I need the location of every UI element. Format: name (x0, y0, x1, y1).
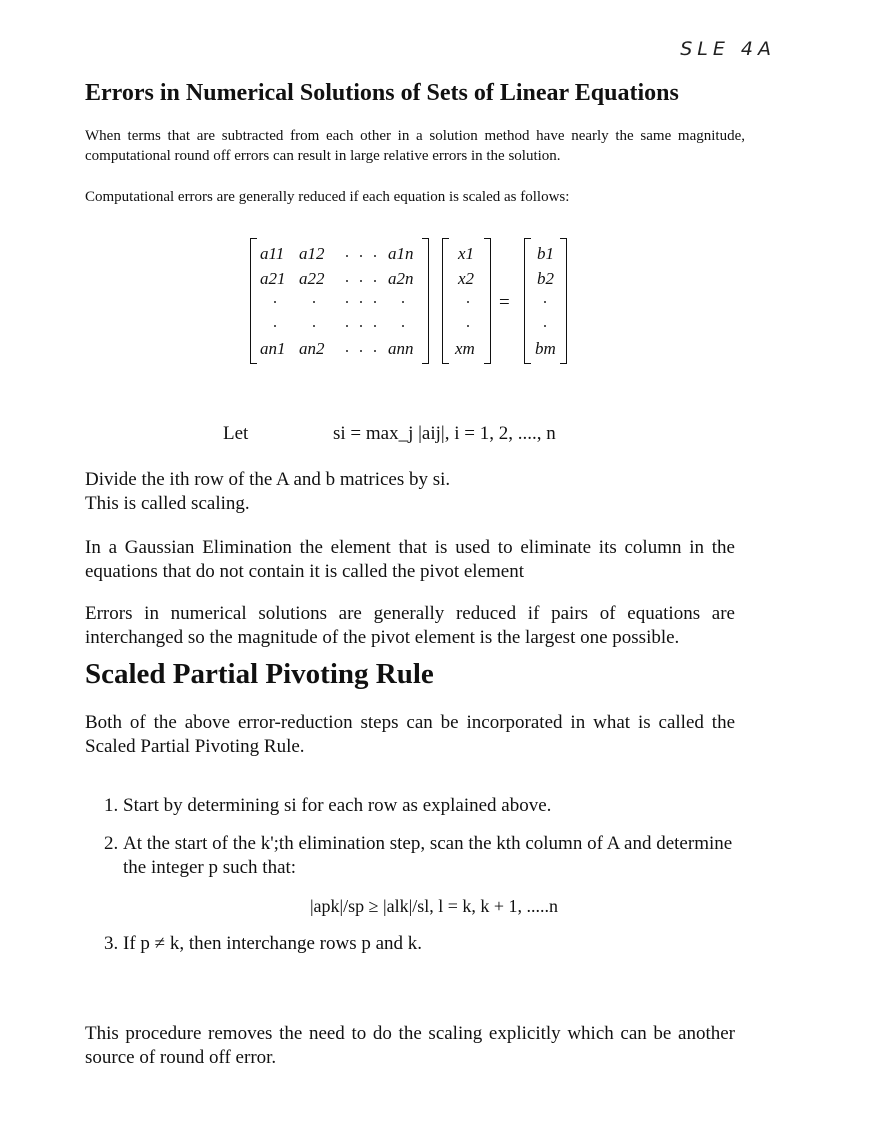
vector-b-right-bracket (560, 238, 567, 364)
matrix-cell-a1n: a1n (388, 244, 414, 263)
matrix-cell-a22: a22 (299, 269, 325, 288)
step-3: 3. If p ≠ k, then interchange rows p and k. (123, 932, 745, 956)
divide-instruction: Divide the ith row of the A and b matrices by si. (85, 469, 451, 490)
step-2: 2. At the start of the k';th elimination step, scan the kth column of A and determine the integer p such that: |apk|/sp ≥ |alk|/sl, l = k, k + 1, .....n (123, 832, 745, 918)
equals-sign: = (499, 292, 510, 313)
vector-x-right-bracket (484, 238, 491, 364)
vector-x-left-bracket (442, 238, 449, 364)
vector-b-left-bracket (524, 238, 531, 364)
scale-factor-formula: si = max_j |aij|, i = 1, 2, ...., n (333, 423, 556, 444)
matrix-cell-an1: an1 (260, 339, 286, 358)
vector-b-2: b2 (537, 269, 554, 288)
matrix-cell-a21: a21 (260, 269, 286, 288)
section-intro: Both of the above error-reduction steps can be incorporated in what is called the Scaled Partial Pivoting Rule. (85, 712, 735, 757)
errors-paragraph: Errors in numerical solutions are generally reduced if pairs of equations are interchanged so the magnitude of the pivot element is the largest one possible. (85, 603, 735, 648)
page-title: Errors in Numerical Solutions of Sets of Linear Equations (85, 80, 679, 106)
matrix-cell-a12: a12 (299, 244, 325, 263)
vector-x-2: x2 (458, 269, 475, 288)
closing-paragraph: This procedure removes the need to do the scaling explicitly which can be another source of round off error. (85, 1023, 735, 1068)
handwritten-page-label: SLE 4A (680, 38, 776, 60)
pivot-definition: In a Gaussian Elimination the element that is used to eliminate its column in the equations that do not contain it is called the pivot element (85, 537, 735, 582)
matrix-cell-a2n: a2n (388, 269, 414, 288)
vector-x-1: x1 (458, 244, 475, 263)
vector-x-m: xm (455, 339, 475, 358)
section-heading: Scaled Partial Pivoting Rule (85, 658, 434, 690)
matrix-equation (250, 238, 590, 368)
matrix-a-right-bracket (422, 238, 429, 364)
matrix-cell-ann: ann (388, 339, 414, 358)
steps-list (85, 794, 745, 970)
let-label: Let (223, 423, 249, 444)
pivot-inequality: |apk|/sp ≥ |alk|/sl, l = k, k + 1, .....n (309, 896, 559, 916)
matrix-a-left-bracket (250, 238, 257, 364)
vector-b-m: bm (535, 339, 556, 358)
intro-paragraph-2: Computational errors are generally reduced if each equation is scaled as follows: (85, 189, 570, 205)
intro-paragraph-1: When terms that are subtracted from each other in a solution method have nearly the same magnitude, computational round off errors can result in large relative errors in the solution. (85, 128, 745, 164)
scaling-note: This is called scaling. (85, 493, 250, 514)
matrix-cell-an2: an2 (299, 339, 325, 358)
matrix-cell-a11: a11 (260, 244, 285, 263)
step-1: 1. Start by determining si for each row as explained above. (123, 794, 745, 818)
vector-b-1: b1 (537, 244, 554, 263)
